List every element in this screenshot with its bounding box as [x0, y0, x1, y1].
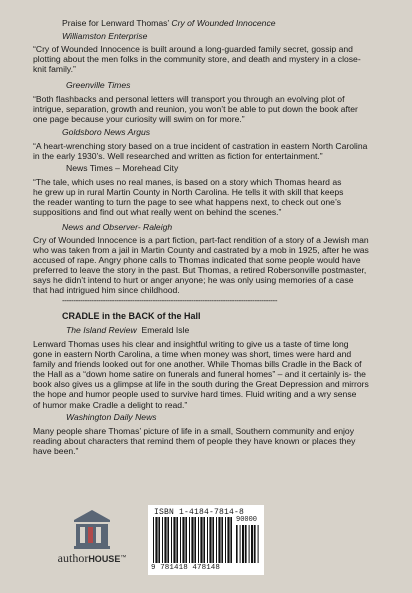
barcode-bar: [216, 517, 217, 563]
barcode-bar: [251, 525, 253, 563]
review-text: Many people share Thomas’ picture of life in a small, Southern community and enjoy reading about characters that remind them of people they have known or places they have been.”: [33, 426, 356, 457]
ean-number: 9 781418 478148: [151, 564, 221, 572]
review-text: Lenward Thomas uses his clear and insightful writing to give us a taste of time long gone in eastern North Carolina, a time when money was short, times were hard and family and friends looked out for one another. While Thomas bills Cradle in the Back of the Hall as a “down home satire on funerals and funeral homes” – and it certainly is- the book also gives us a glimpse at life in the south during the Great Depression and mirrors the hope and humor people used to survive hard times. Fluid writing and a wry sense of humor make Cradle a delight to read.”: [33, 339, 369, 410]
barcode-bar: [242, 525, 244, 563]
publisher-logo: [52, 508, 132, 568]
review-text: “Cry of Wounded Innocence is built around a long-guarded family secret, gossip and plotting about the men folks in the community store, and death and mystery in a close- knit family.”: [33, 44, 361, 75]
barcode-bar: [185, 517, 187, 563]
barcode-bar: [158, 517, 160, 563]
barcode-bar: [200, 517, 202, 563]
review-source: The Island Review Emerald Isle: [66, 325, 190, 335]
barcode-bar: [173, 517, 175, 563]
barcode-bar: [254, 525, 256, 563]
barcode-bar: [167, 517, 169, 563]
barcode-bar: [182, 517, 184, 563]
barcode-bar: [236, 525, 238, 563]
barcode-bar: [203, 517, 205, 563]
review-source: Greenville Times: [66, 80, 131, 90]
publisher-name: authorHOUSE™: [57, 551, 127, 565]
review-source: Goldsboro News Argus: [62, 127, 151, 137]
review-text: “The tale, which uses no real manes, is based on a story which Thomas heard as he grew up in rural Martin County in North Carolina. He tells it with skill that keeps the reader wanting to turn the page to see what happens next, to check out one’s suppositions and find out what really went on behind the scenes.”: [33, 177, 344, 218]
barcode-bar: [258, 525, 259, 563]
barcode-bar: [209, 517, 211, 563]
review-text: “Both flashbacks and personal letters will transport you through an evolving plot of intrigue, separation, growth and reunion, you won’t be able to put down the book after one page because your curiosity will swim on for more.”: [33, 94, 358, 125]
barcode-bar: [240, 525, 241, 563]
isbn-label: ISBN 1-4184-7814-8: [154, 508, 245, 517]
barcode-bar: [162, 517, 163, 563]
barcode-bar: [164, 517, 166, 563]
review-source: Williamston Enterprise: [62, 31, 148, 41]
barcode-bar: [249, 525, 250, 563]
barcode-bar: [207, 517, 208, 563]
isbn-barcode: [148, 505, 264, 575]
barcode-bar: [225, 517, 226, 563]
praise-header: Praise for Lenward Thomas’ Cry of Wounded Innocence: [62, 18, 276, 28]
addon-barcode: [235, 525, 261, 563]
book-title: CRADLE in the BACK of the Hall: [62, 311, 201, 321]
barcode-bar: [230, 517, 232, 563]
barcode-bar: [189, 517, 190, 563]
barcode-bar: [212, 517, 214, 563]
barcode-bar: [155, 517, 157, 563]
review-text: “A heart-wrenching story based on a true incident of castration in eastern North Carolina in the early 1930’s. Well researched and written as fiction for entertainment.”: [33, 141, 368, 162]
review-source: Washington Daily News: [66, 412, 157, 422]
barcode-bar: [221, 517, 223, 563]
barcode-bar: [180, 517, 181, 563]
isbn-addon-number: 90000: [236, 516, 258, 524]
review-source: News Times – Morehead City: [66, 163, 179, 173]
barcode-bar: [245, 525, 247, 563]
barcode-bar: [176, 517, 178, 563]
barcode-bar: [171, 517, 172, 563]
barcode-bar: [191, 517, 193, 563]
separator: -----------------------------------------------------------------------------------------------: [62, 296, 278, 305]
review-source: News and Observer- Raleigh: [62, 222, 173, 232]
barcode-bar: [198, 517, 199, 563]
barcode-bar: [153, 517, 154, 563]
barcode-bar: [218, 517, 220, 563]
review-text: Cry of Wounded Innocence is a part fiction, part-fact rendition of a story of a Jewish man who was taken from a jail in Martin County and castrated by a mob in 1925, after he was accused of rape. Angry phone calls to Thomas indicated that some people would have preferred to leave the story in the past. But Thomas, a retired Robersonville postmaster, says he didn’t intend to hurt or anger anyone; he was only using memories of a case that had intrigued him since childhood.: [33, 235, 369, 296]
ean-barcode: [152, 517, 232, 563]
barcode-bar: [194, 517, 196, 563]
barcode-bar: [227, 517, 229, 563]
